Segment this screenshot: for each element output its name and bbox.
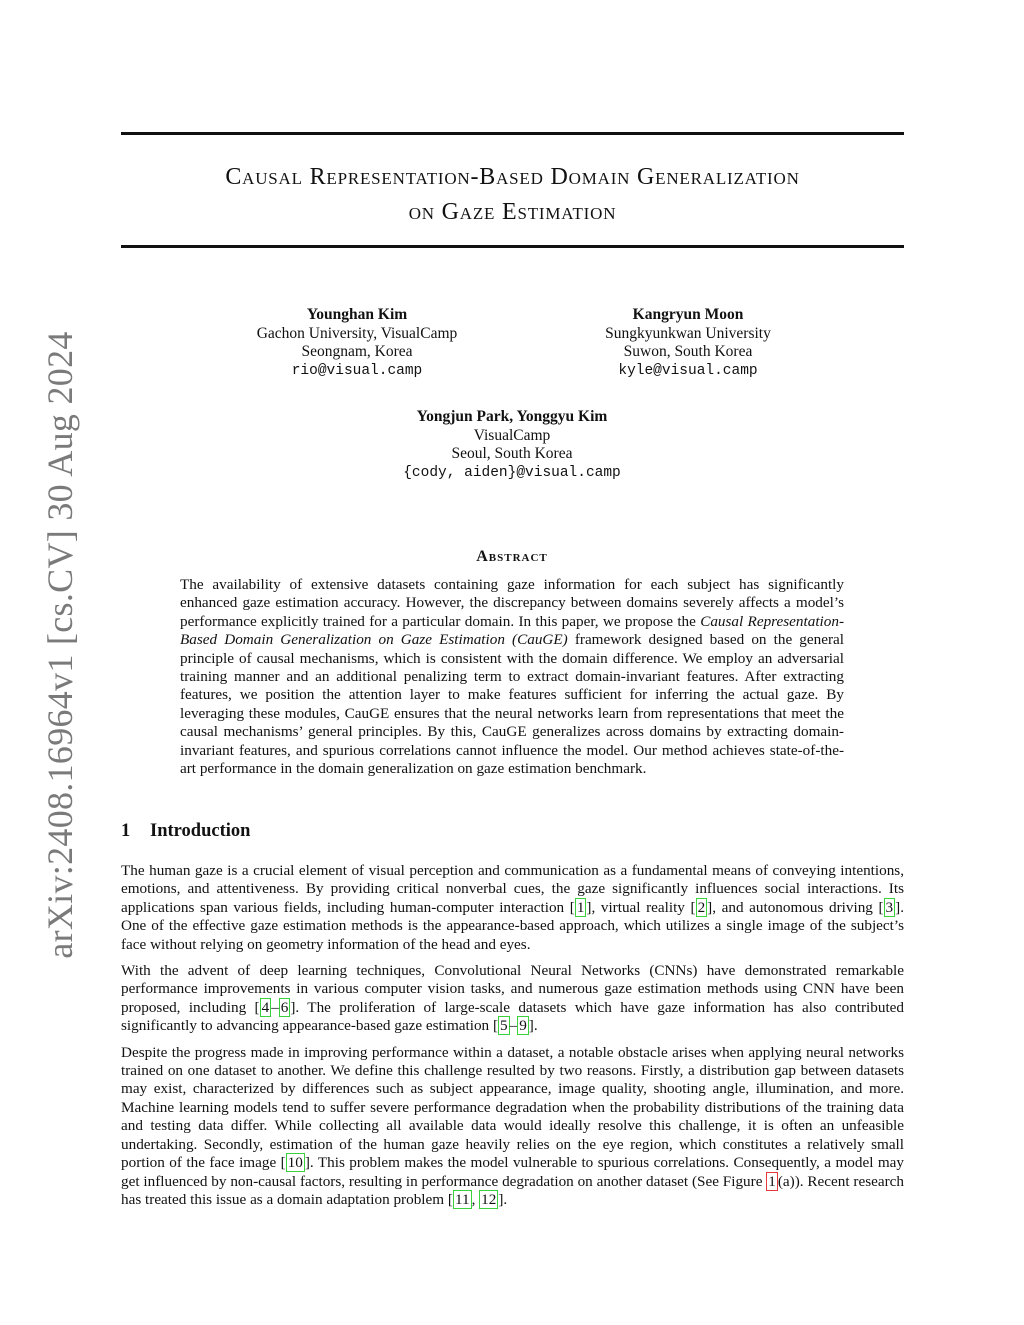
author-name: Younghan Kim xyxy=(306,306,408,323)
paragraph xyxy=(121,862,904,954)
author-name: Kangryun Moon xyxy=(632,306,744,323)
text-run: ]. One of the effective gaze estimation methods is the appearance-based approach, which utilizes a single image of the subject’s face without relying on geometry information of the head and eyes. xyxy=(121,898,904,953)
citation-link[interactable]: 4 xyxy=(261,998,270,1016)
author-affiliation: Gachon University, VisualCamp xyxy=(256,324,458,342)
abstract-framework-name: Causal Representation-Based Domain Generalization on Gaze Estimation (CauGE) xyxy=(180,612,845,649)
section-heading xyxy=(121,821,250,842)
citation-link[interactable]: 5 xyxy=(500,1017,508,1035)
author-location: Suwon, South Korea xyxy=(623,343,753,360)
text-run: – xyxy=(271,998,279,1016)
author-affiliation: Sungkyunkwan University xyxy=(605,324,771,342)
author-block xyxy=(212,306,502,380)
citation-link[interactable]: 3 xyxy=(885,898,894,916)
text-run: ], and autonomous driving [ xyxy=(707,898,884,916)
abstract-heading: Abstract xyxy=(476,548,548,565)
section-title: Introduction xyxy=(150,821,251,841)
abstract-part: The availability of extensive datasets containing gaze information for each subject has significantly enhanced gaze estimation accuracy. However, the discrepancy between domains severely affects a model’s performance explicitly trained for a particular domain. In this paper, we propose the xyxy=(180,576,844,630)
author-location: Seoul, South Korea xyxy=(451,445,573,462)
citation-link[interactable]: 12 xyxy=(481,1190,497,1208)
text-run: (a)). Recent research has treated this issue as a domain adaptation problem [ xyxy=(121,1172,904,1208)
title-rule-top xyxy=(121,132,904,135)
title-line-2: on Gaze Estimation xyxy=(408,199,617,225)
text-run: The human gaze is a crucial element of visual perception and communication as a fundamental means of conveying intentions, emotions, and attentiveness. By providing critical nonverbal cues, the gaze significantly influences social interactions. Its applications span various fields, including human-computer interaction [ xyxy=(121,862,904,916)
arxiv-side-label[interactable]: arXiv:2408.16964v1 [cs.CV] 30 Aug 2024 xyxy=(40,331,80,959)
citation-link[interactable]: 6 xyxy=(280,998,289,1016)
citation-link[interactable]: 10 xyxy=(287,1154,303,1172)
citation-link[interactable]: 1 xyxy=(576,898,585,916)
author-location: Seongnam, Korea xyxy=(301,343,413,360)
citation-link[interactable]: 11 xyxy=(454,1190,470,1208)
author-block xyxy=(560,306,816,380)
text-run: Despite the progress made in improving performance within a dataset, a notable obstacle arises when applying neural networks trained on one dataset to another. We define this challenge resulted by two reasons. Firstly, a distribution gap between datasets may exist, characterized by differences such as subject appearance, image quality, shooting angle, illumination, and more. Machine learning models tend to suffer severe performance degradation when the probability distributions of the training data and testing data differ. While collecting all available data would ideally resolve this challenge, it is often an unfeasible undertaking. Secondly, estimation of the human gaze heavily relies on the eye region, which constitutes a relatively small portion of the face image [ xyxy=(121,1043,904,1172)
abstract-part: framework designed based on the general principle of causal mechanisms, which is consistent with the domain difference. We employ an adversarial training manner and an additional penalizing term to extract domain-invariant features. After extracting features, we position the attention layer to make features sufficient for inferring the actual gaze. By leveraging these modules, CauGE ensures that the neural networks learn from representations that meet the causal mechanisms’ general principles. By this, CauGE generalizes across domains by extracting domain-invariant features, and spurious correlations cannot influence the model. Our method achieves state-of-the-art performance in the domain generalization on gaze estimation benchmark. xyxy=(180,631,844,778)
introduction-body xyxy=(121,862,904,1217)
author-name: Yongjun Park, Yonggyu Kim xyxy=(416,408,608,425)
section-number: 1 xyxy=(121,821,131,841)
title-rule-bottom xyxy=(121,245,904,248)
text-run: ]. This problem makes the model vulnerable to spurious correlations. Consequently, a model may get influenced by non-causal factors, resulting in performance degradation on another dataset (See Figure xyxy=(121,1154,904,1190)
text-run: ]. xyxy=(528,1017,538,1035)
author-affiliation: VisualCamp xyxy=(473,426,551,444)
text-run: ], virtual reality [ xyxy=(586,898,696,916)
text-run: With the advent of deep learning techniques, Convolutional Neural Networks (CNNs) have demonstrated remarkable performance improvements in various computer vision tasks, and numerous gaze estimation methods using CNN have been proposed, including [ xyxy=(121,962,904,1016)
text-run: ]. xyxy=(498,1190,508,1208)
text-run: – xyxy=(509,1017,518,1035)
text-run: , xyxy=(471,1190,480,1208)
author-email[interactable]: rio@visual.camp xyxy=(291,362,423,379)
author-email[interactable]: kyle@visual.camp xyxy=(618,362,758,379)
text-run: ]. The proliferation of large-scale datasets which have gaze information has also contributed significantly to advancing appearance-based gaze estimation [ xyxy=(121,998,904,1035)
citation-link[interactable]: 9 xyxy=(519,1017,527,1035)
abstract-text xyxy=(180,576,844,778)
citation-link[interactable]: 2 xyxy=(697,898,706,916)
author-email[interactable]: {cody, aiden}@visual.camp xyxy=(403,464,621,481)
title-line-1: Causal Representation-Based Domain Generalization xyxy=(225,164,800,190)
author-block xyxy=(362,408,662,482)
paragraph xyxy=(121,1044,904,1210)
paper-title xyxy=(121,160,904,230)
figure-link[interactable]: 1 xyxy=(768,1172,776,1190)
paragraph xyxy=(121,962,904,1036)
